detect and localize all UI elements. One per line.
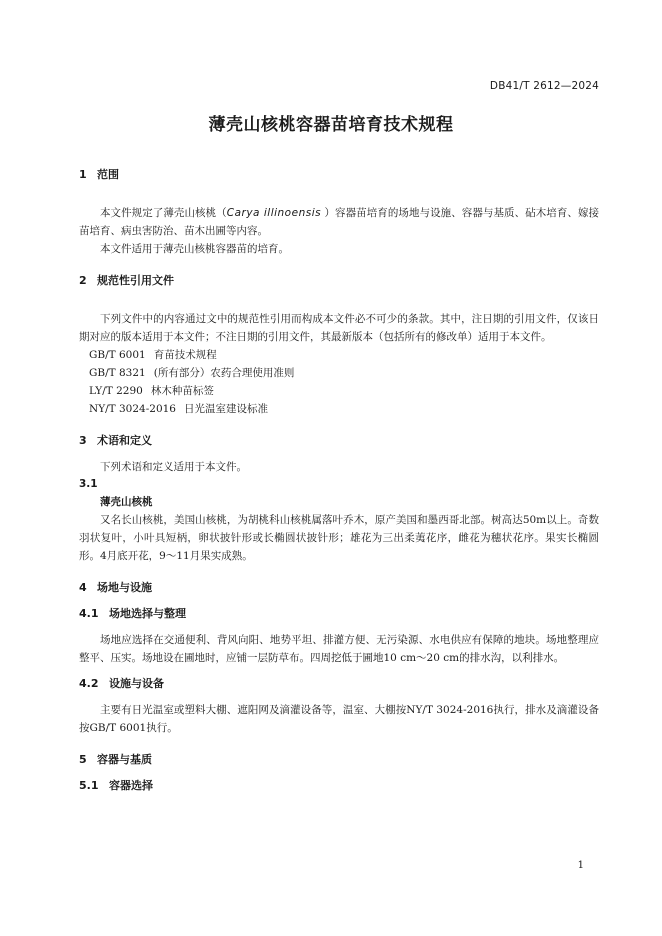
site-selection-paragraph: 场地应选择在交通便利、背风向阳、地势平坦、排灌方便、无污染源、水电供应有保障的地块。场地整理应整平、压实。场地设在圃地时，应铺一层防草布。四周挖低于圃地10 cm～20 cm的排水沟，以利排水。: [79, 634, 599, 664]
scope-paragraph-1: [79, 204, 599, 240]
references-paragraph: 下列文件中的内容通过文中的规范性引用而构成本文件必不可少的条款。其中，注日期的引用文件，仅该日期对应的版本适用于本文件；不注日期的引用文件，其最新版本（包括所有的修改单）适用于本文件。: [79, 313, 599, 343]
reference-title: 日光温室建设标准: [184, 403, 268, 415]
latin-name: Carya illinoensis: [226, 207, 322, 219]
document-title: 薄壳山核桃容器苗培育技术规程: [208, 115, 454, 135]
reference-item: [79, 382, 599, 400]
scope-paragraph-2: 本文件适用于薄壳山核桃容器苗的培育。: [100, 243, 289, 255]
section-heading-terms: [79, 432, 599, 450]
subsection-title: 设施与设备: [109, 677, 164, 690]
subsection-heading-container-selection: [79, 777, 599, 795]
subsection-number: 4.1: [79, 607, 99, 620]
page-number: 1: [577, 860, 584, 871]
section-heading-scope: [79, 166, 599, 184]
scope-text-after: ）容器苗培育的场地与设施、容器与基质、砧木培育、嫁接苗培育、病虫害防治、苗木出圃等内容。: [79, 207, 600, 237]
terms-intro: 下列术语和定义适用于本文件。: [100, 461, 247, 473]
section-number: 1: [79, 168, 87, 181]
subsection-number: 4.2: [79, 677, 99, 690]
reference-title: (所有部分）农药合理使用准则: [153, 367, 295, 379]
section-number: 3: [79, 434, 87, 447]
reference-title: 育苗技术规程: [153, 349, 217, 361]
reference-code: GB/T 8321: [89, 367, 146, 379]
section-title: 场地与设施: [97, 581, 152, 594]
subsection-number: 5.1: [79, 779, 99, 792]
document-code: DB41/T 2612—2024: [489, 80, 599, 92]
section-heading-site: [79, 579, 599, 597]
document-body: [79, 166, 599, 795]
section-number: 2: [79, 274, 87, 287]
section-number: 5: [79, 753, 87, 766]
reference-item: [79, 364, 599, 382]
subsection-heading-site-selection: [79, 605, 599, 623]
subsection-title: 场地选择与整理: [109, 607, 186, 620]
term-definition: 又名长山核桃，美国山核桃，为胡桃科山核桃属落叶乔木，原产美国和墨西哥北部。树高达50m以上。奇数羽状复叶，小叶具短柄，卵状披针形或长椭圆状披针形；雄花为三出柔荑花序，雌花为穗状花序。果实长椭圆形。4月底开花，9～11月果实成熟。: [79, 514, 599, 562]
section-heading-references: [79, 272, 599, 290]
section-title: 规范性引用文件: [97, 274, 174, 287]
term-name: 薄壳山核桃: [100, 496, 153, 508]
reference-code: LY/T 2290: [89, 385, 143, 397]
section-title: 范围: [97, 168, 119, 181]
reference-item: [79, 346, 599, 364]
reference-list: [79, 346, 599, 418]
section-number: 4: [79, 581, 87, 594]
section-title: 术语和定义: [97, 434, 152, 447]
subsection-heading-facilities: [79, 675, 599, 693]
reference-title: 林木种苗标签: [150, 385, 214, 397]
reference-code: GB/T 6001: [89, 349, 146, 361]
term-number: 3.1: [79, 478, 98, 490]
facilities-paragraph: 主要有日光温室或塑料大棚、遮阳网及滴灌设备等，温室、大棚按NY/T 3024-2016执行，排水及滴灌设备按GB/T 6001执行。: [79, 704, 599, 734]
reference-item: [79, 400, 599, 418]
section-heading-containers: [79, 751, 599, 769]
reference-code: NY/T 3024-2016: [89, 403, 176, 415]
subsection-title: 容器选择: [109, 779, 153, 792]
scope-text-before: 本文件规定了薄壳山核桃（: [100, 207, 227, 219]
section-title: 容器与基质: [97, 753, 152, 766]
